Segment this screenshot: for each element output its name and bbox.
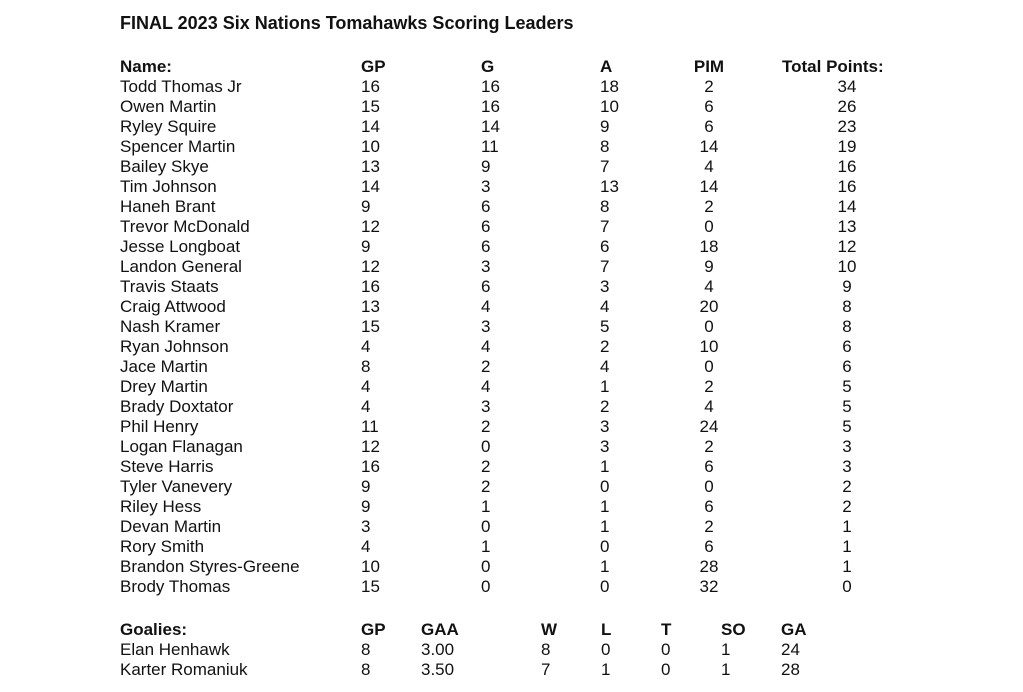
player-name: Brody Thomas bbox=[120, 577, 231, 596]
table-row bbox=[0, 377, 1023, 397]
player-points: 23 bbox=[837, 117, 857, 136]
header-total-points: Total Points: bbox=[782, 57, 884, 76]
player-a: 5 bbox=[600, 317, 610, 336]
player-points: 1 bbox=[842, 557, 852, 576]
player-name: Ryley Squire bbox=[120, 117, 217, 136]
player-gp: 10 bbox=[361, 137, 380, 156]
goalie-w: 7 bbox=[541, 660, 551, 679]
player-g: 2 bbox=[481, 477, 491, 496]
player-name: Nash Kramer bbox=[120, 317, 221, 336]
goalie-gaa: 3.50 bbox=[421, 660, 455, 679]
player-a: 9 bbox=[600, 117, 610, 136]
player-g: 9 bbox=[481, 157, 491, 176]
goalie-l: 0 bbox=[601, 640, 611, 659]
player-pim: 6 bbox=[704, 537, 714, 556]
player-gp: 4 bbox=[361, 537, 371, 556]
player-a: 3 bbox=[600, 417, 610, 436]
player-pim: 9 bbox=[704, 257, 714, 276]
player-pim: 4 bbox=[704, 277, 714, 296]
player-a: 7 bbox=[600, 257, 610, 276]
table-row bbox=[0, 197, 1023, 217]
table-row bbox=[0, 77, 1023, 97]
player-pim: 32 bbox=[699, 577, 719, 596]
table-row bbox=[0, 537, 1023, 557]
goalies-header-row bbox=[0, 620, 1023, 640]
player-a: 0 bbox=[600, 477, 610, 496]
player-g: 2 bbox=[481, 357, 491, 376]
player-points: 3 bbox=[842, 437, 852, 456]
player-pim: 6 bbox=[704, 97, 714, 116]
goalie-so: 1 bbox=[721, 660, 731, 679]
table-row bbox=[0, 577, 1023, 597]
player-g: 16 bbox=[481, 97, 500, 116]
table-row bbox=[0, 337, 1023, 357]
player-gp: 15 bbox=[361, 97, 380, 116]
player-g: 1 bbox=[481, 537, 491, 556]
goalies-header-so: SO bbox=[721, 620, 746, 639]
player-gp: 9 bbox=[361, 497, 371, 516]
player-points: 1 bbox=[842, 537, 852, 556]
player-pim: 10 bbox=[699, 337, 719, 356]
player-a: 18 bbox=[600, 77, 619, 96]
player-g: 0 bbox=[481, 517, 491, 536]
skaters-header-row bbox=[0, 57, 1023, 77]
player-gp: 4 bbox=[361, 337, 371, 356]
player-pim: 28 bbox=[699, 557, 719, 576]
header-a: A bbox=[600, 57, 613, 76]
player-name: Trevor McDonald bbox=[120, 217, 250, 236]
table-row bbox=[0, 417, 1023, 437]
player-pim: 24 bbox=[699, 417, 719, 436]
player-name: Brandon Styres-Greene bbox=[120, 557, 300, 576]
player-g: 1 bbox=[481, 497, 491, 516]
player-gp: 8 bbox=[361, 357, 371, 376]
table-row bbox=[0, 317, 1023, 337]
player-a: 8 bbox=[600, 137, 610, 156]
player-points: 5 bbox=[842, 377, 852, 396]
player-name: Tyler Vanevery bbox=[120, 477, 233, 496]
table-row bbox=[0, 437, 1023, 457]
player-gp: 15 bbox=[361, 317, 380, 336]
player-points: 0 bbox=[842, 577, 852, 596]
player-g: 14 bbox=[481, 117, 500, 136]
player-g: 6 bbox=[481, 237, 491, 256]
player-a: 4 bbox=[600, 357, 610, 376]
player-points: 1 bbox=[842, 517, 852, 536]
player-points: 10 bbox=[837, 257, 857, 276]
player-name: Logan Flanagan bbox=[120, 437, 243, 456]
player-pim: 14 bbox=[699, 137, 719, 156]
player-points: 6 bbox=[842, 337, 852, 356]
player-g: 4 bbox=[481, 377, 491, 396]
player-points: 3 bbox=[842, 457, 852, 476]
table-row bbox=[0, 297, 1023, 317]
player-points: 5 bbox=[842, 417, 852, 436]
goalie-l: 1 bbox=[601, 660, 611, 679]
table-row bbox=[0, 357, 1023, 377]
player-a: 7 bbox=[600, 217, 610, 236]
player-a: 10 bbox=[600, 97, 619, 116]
player-name: Jesse Longboat bbox=[120, 237, 241, 256]
goalie-ga: 24 bbox=[781, 640, 800, 659]
player-g: 3 bbox=[481, 257, 491, 276]
player-a: 0 bbox=[600, 537, 610, 556]
player-g: 6 bbox=[481, 277, 491, 296]
player-a: 2 bbox=[600, 337, 610, 356]
player-pim: 2 bbox=[704, 77, 714, 96]
player-gp: 4 bbox=[361, 397, 371, 416]
player-g: 2 bbox=[481, 457, 491, 476]
player-pim: 6 bbox=[704, 117, 714, 136]
goalie-row bbox=[0, 660, 1023, 680]
player-gp: 10 bbox=[361, 557, 380, 576]
goalie-w: 8 bbox=[541, 640, 551, 659]
player-g: 0 bbox=[481, 557, 491, 576]
goalies-header-t: T bbox=[661, 620, 672, 639]
player-name: Phil Henry bbox=[120, 417, 199, 436]
player-a: 1 bbox=[600, 377, 610, 396]
player-g: 0 bbox=[481, 437, 491, 456]
player-name: Bailey Skye bbox=[120, 157, 209, 176]
header-pim: PIM bbox=[693, 57, 725, 76]
player-points: 2 bbox=[842, 477, 852, 496]
goalies-header-name: Goalies: bbox=[120, 620, 188, 639]
player-g: 4 bbox=[481, 337, 491, 356]
player-g: 6 bbox=[481, 217, 491, 236]
player-points: 16 bbox=[837, 177, 857, 196]
player-points: 26 bbox=[837, 97, 857, 116]
player-name: Owen Martin bbox=[120, 97, 217, 116]
player-a: 7 bbox=[600, 157, 610, 176]
goalie-t: 0 bbox=[661, 660, 671, 679]
player-g: 0 bbox=[481, 577, 491, 596]
player-pim: 2 bbox=[704, 377, 714, 396]
header-gp: GP bbox=[361, 57, 386, 76]
player-gp: 4 bbox=[361, 377, 371, 396]
player-gp: 16 bbox=[361, 77, 380, 96]
player-gp: 9 bbox=[361, 197, 371, 216]
player-gp: 3 bbox=[361, 517, 371, 536]
player-gp: 16 bbox=[361, 277, 380, 296]
player-a: 1 bbox=[600, 457, 610, 476]
player-a: 3 bbox=[600, 277, 610, 296]
goalies-header-w: W bbox=[541, 620, 558, 639]
table-row bbox=[0, 257, 1023, 277]
player-gp: 16 bbox=[361, 457, 380, 476]
table-row bbox=[0, 97, 1023, 117]
player-pim: 2 bbox=[704, 197, 714, 216]
player-gp: 14 bbox=[361, 177, 380, 196]
player-g: 3 bbox=[481, 317, 491, 336]
player-points: 34 bbox=[837, 77, 857, 96]
player-gp: 13 bbox=[361, 297, 380, 316]
player-name: Haneh Brant bbox=[120, 197, 216, 216]
player-gp: 9 bbox=[361, 237, 371, 256]
goalie-ga: 28 bbox=[781, 660, 800, 679]
player-points: 19 bbox=[837, 137, 857, 156]
player-pim: 4 bbox=[704, 157, 714, 176]
table-row bbox=[0, 397, 1023, 417]
goalie-t: 0 bbox=[661, 640, 671, 659]
player-pim: 0 bbox=[704, 317, 714, 336]
player-a: 8 bbox=[600, 197, 610, 216]
player-name: Jace Martin bbox=[120, 357, 208, 376]
goalie-name: Elan Henhawk bbox=[120, 640, 230, 659]
player-name: Todd Thomas Jr bbox=[120, 77, 242, 96]
table-row bbox=[0, 557, 1023, 577]
table-row bbox=[0, 517, 1023, 537]
goalies-header-gaa: GAA bbox=[421, 620, 459, 639]
table-row bbox=[0, 117, 1023, 137]
player-name: Rory Smith bbox=[120, 537, 205, 556]
player-points: 12 bbox=[837, 237, 857, 256]
goalies-header-gp: GP bbox=[361, 620, 386, 639]
player-points: 13 bbox=[837, 217, 857, 236]
player-a: 1 bbox=[600, 497, 610, 516]
player-pim: 6 bbox=[704, 497, 714, 516]
player-gp: 15 bbox=[361, 577, 380, 596]
player-points: 8 bbox=[842, 297, 852, 316]
player-pim: 2 bbox=[704, 517, 714, 536]
player-a: 1 bbox=[600, 517, 610, 536]
player-name: Brady Doxtator bbox=[120, 397, 234, 416]
table-row bbox=[0, 457, 1023, 477]
player-pim: 4 bbox=[704, 397, 714, 416]
player-a: 4 bbox=[600, 297, 610, 316]
header-g: G bbox=[481, 57, 495, 76]
goalie-so: 1 bbox=[721, 640, 731, 659]
table-row bbox=[0, 477, 1023, 497]
goalie-gaa: 3.00 bbox=[421, 640, 455, 659]
player-pim: 0 bbox=[704, 217, 714, 236]
player-name: Riley Hess bbox=[120, 497, 202, 516]
goalies-header-l: L bbox=[601, 620, 612, 639]
player-pim: 2 bbox=[704, 437, 714, 456]
page-title: FINAL 2023 Six Nations Tomahawks Scoring Leaders bbox=[120, 13, 574, 33]
header-name: Name: bbox=[120, 57, 172, 76]
player-a: 3 bbox=[600, 437, 610, 456]
player-name: Devan Martin bbox=[120, 517, 222, 536]
player-g: 3 bbox=[481, 397, 491, 416]
player-gp: 12 bbox=[361, 437, 380, 456]
goalie-gp: 8 bbox=[361, 640, 371, 659]
player-gp: 9 bbox=[361, 477, 371, 496]
player-gp: 11 bbox=[361, 417, 379, 436]
player-name: Drey Martin bbox=[120, 377, 208, 396]
player-pim: 0 bbox=[704, 477, 714, 496]
player-points: 9 bbox=[842, 277, 852, 296]
player-points: 6 bbox=[842, 357, 852, 376]
player-a: 13 bbox=[600, 177, 619, 196]
player-g: 6 bbox=[481, 197, 491, 216]
goalie-row bbox=[0, 640, 1023, 660]
player-points: 14 bbox=[837, 197, 857, 216]
player-name: Craig Attwood bbox=[120, 297, 226, 316]
player-pim: 0 bbox=[704, 357, 714, 376]
player-name: Landon General bbox=[120, 257, 242, 276]
player-a: 0 bbox=[600, 577, 610, 596]
player-name: Steve Harris bbox=[120, 457, 214, 476]
player-points: 8 bbox=[842, 317, 852, 336]
player-name: Ryan Johnson bbox=[120, 337, 229, 356]
goalies-header-ga: GA bbox=[781, 620, 807, 639]
goalie-gp: 8 bbox=[361, 660, 371, 679]
table-row bbox=[0, 497, 1023, 517]
player-gp: 13 bbox=[361, 157, 380, 176]
player-g: 2 bbox=[481, 417, 491, 436]
player-pim: 6 bbox=[704, 457, 714, 476]
player-points: 16 bbox=[837, 157, 857, 176]
player-points: 5 bbox=[842, 397, 852, 416]
player-name: Spencer Martin bbox=[120, 137, 236, 156]
player-pim: 14 bbox=[699, 177, 719, 196]
table-row bbox=[0, 217, 1023, 237]
player-name: Travis Staats bbox=[120, 277, 219, 296]
player-g: 3 bbox=[481, 177, 491, 196]
table-row bbox=[0, 177, 1023, 197]
player-name: Tim Johnson bbox=[120, 177, 217, 196]
player-pim: 18 bbox=[699, 237, 719, 256]
player-points: 2 bbox=[842, 497, 852, 516]
player-a: 2 bbox=[600, 397, 610, 416]
table-row bbox=[0, 277, 1023, 297]
player-gp: 12 bbox=[361, 217, 380, 236]
player-g: 4 bbox=[481, 297, 491, 316]
player-a: 1 bbox=[600, 557, 610, 576]
player-g: 16 bbox=[481, 77, 500, 96]
table-row bbox=[0, 157, 1023, 177]
player-a: 6 bbox=[600, 237, 610, 256]
table-row bbox=[0, 137, 1023, 157]
table-row bbox=[0, 237, 1023, 257]
player-gp: 14 bbox=[361, 117, 380, 136]
player-g: 11 bbox=[481, 137, 499, 156]
player-gp: 12 bbox=[361, 257, 380, 276]
goalie-name: Karter Romaniuk bbox=[120, 660, 248, 679]
player-pim: 20 bbox=[699, 297, 719, 316]
